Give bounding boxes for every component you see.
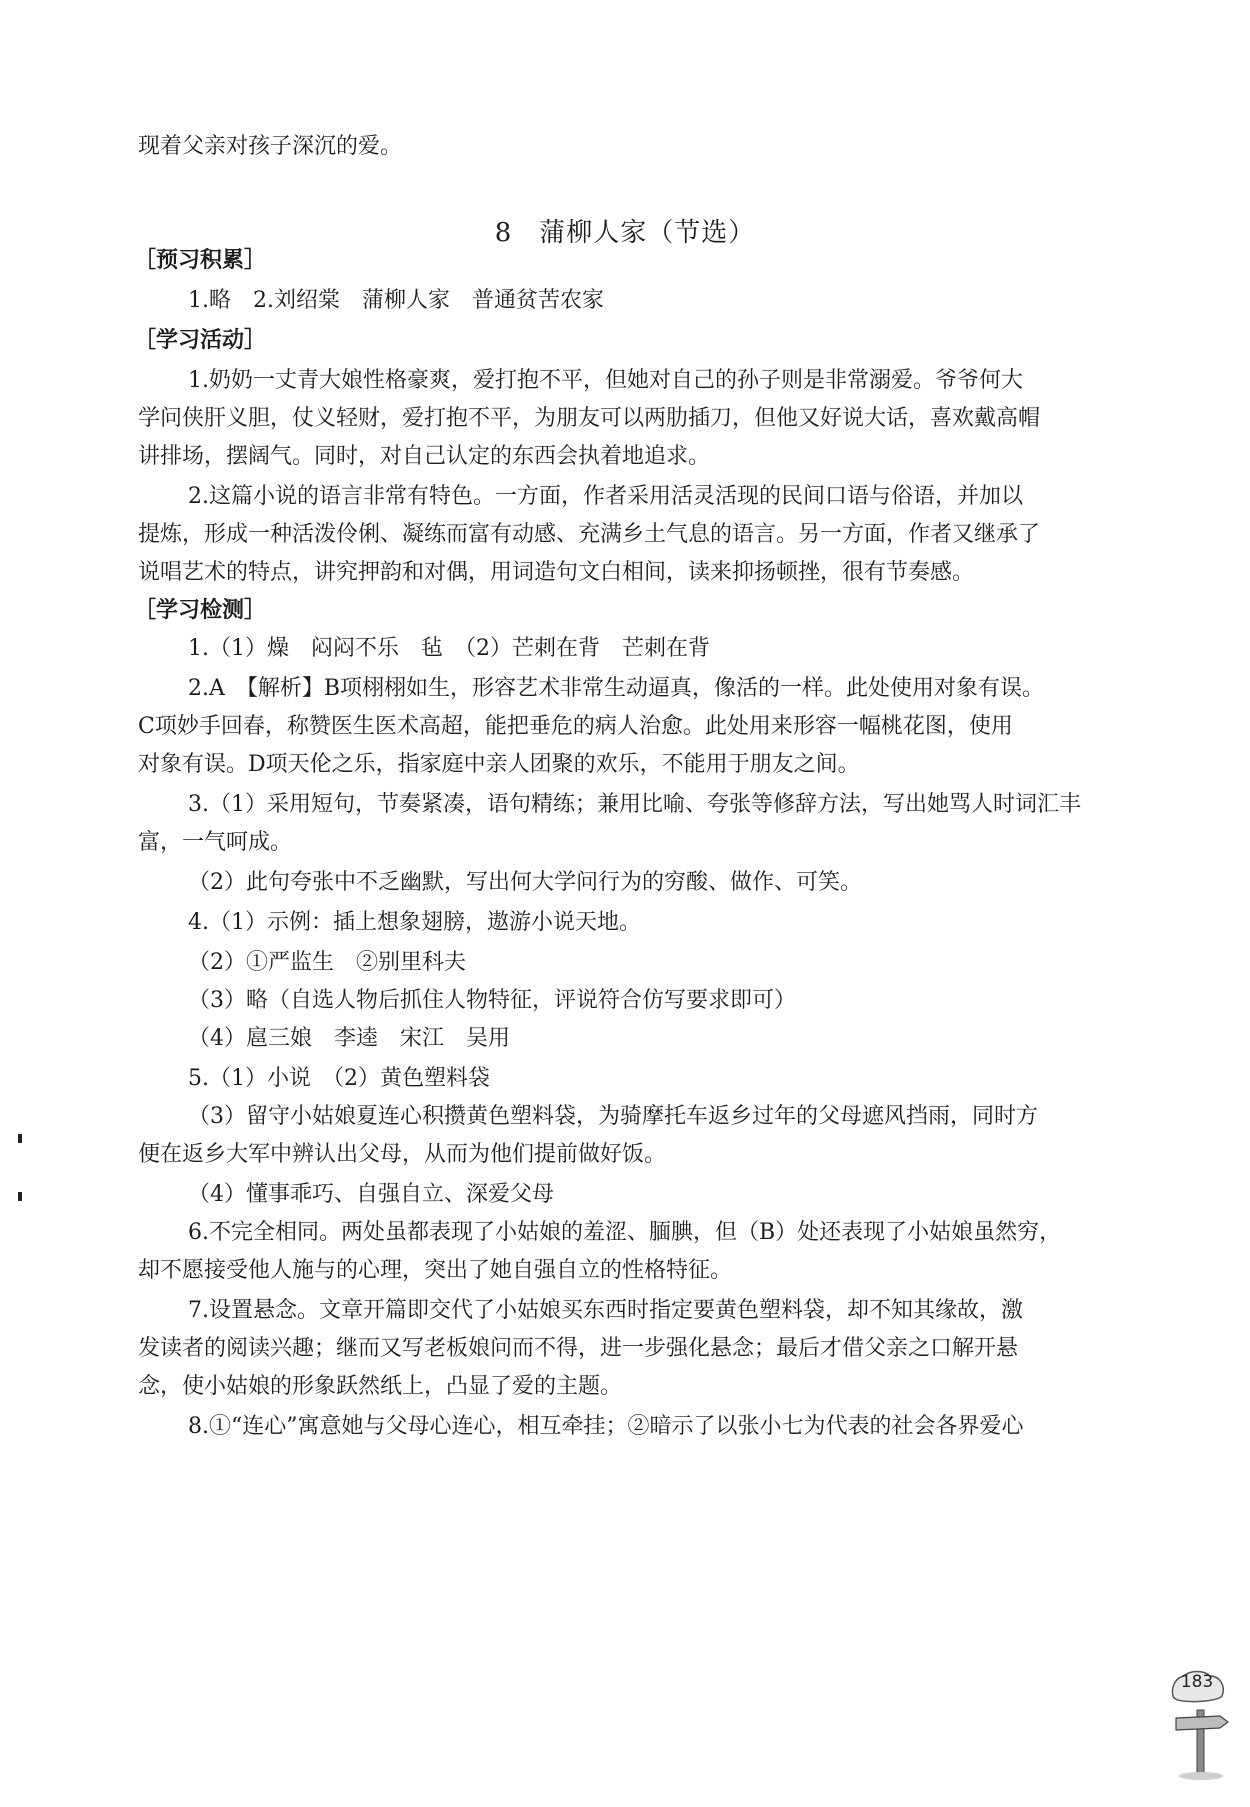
text-line: 4.（1）示例：插上想象翅膀，遨游小说天地。 bbox=[188, 910, 641, 935]
text-line: 6.不完全相同。两处虽都表现了小姑娘的羞涩、腼腆，但（B）处还表现了小姑娘虽然穷， bbox=[188, 1220, 1062, 1245]
text-line: 念，使小姑娘的形象跃然纸上，凸显了爱的主题。 bbox=[138, 1374, 623, 1399]
text-line: 提炼，形成一种活泼伶俐、凝练而富有动感、充满乡土气息的语言。另一方面，作者又继承了 bbox=[138, 522, 1041, 547]
text-line: 对象有误。D项天伦之乐，指家庭中亲人团聚的欢乐，不能用于朋友之间。 bbox=[138, 752, 860, 777]
text-line: 1.略 2.刘绍棠 蒲柳人家 普通贫苦农家 bbox=[188, 288, 604, 313]
text-line: 1.奶奶一丈青大娘性格豪爽，爱打抱不平，但她对自己的孙子则是非常溺爱。爷爷何大 bbox=[188, 368, 1023, 393]
text-line: 7.设置悬念。文章开篇即交代了小姑娘买东西时指定要黄色塑料袋，却不知其缘故，激 bbox=[188, 1298, 1023, 1323]
text-line: 说唱艺术的特点，讲究押韵和对偶，用词造句文白相间，读来抑扬顿挫，很有节奏感。 bbox=[138, 560, 975, 585]
text-line: 发读者的阅读兴趣；继而又写老板娘问而不得，进一步强化悬念；最后才借父亲之口解开悬 bbox=[138, 1336, 1019, 1361]
text-line: 讲排场，摆阔气。同时，对自己认定的东西会执着地追求。 bbox=[138, 444, 711, 469]
text-line: 学问侠肝义胆，仗义轻财，爱打抱不平，为朋友可以两肋插刀，但他又好说大话，喜欢戴高帽 bbox=[138, 406, 1041, 431]
text-line: 8.①“连心”寓意她与父母心连心，相互牵挂；②暗示了以张小七为代表的社会各界爱心 bbox=[188, 1414, 1024, 1439]
margin-dot bbox=[18, 1192, 22, 1201]
text-line: 2.A 【解析】B项栩栩如生，形容艺术非常生动逼真，像活的一样。此处使用对象有误。 bbox=[188, 676, 1045, 701]
text-line: 3.（1）采用短句，节奏紧凑，语句精练；兼用比喻、夸张等修辞方法，写出她骂人时词汇丰 bbox=[188, 792, 1081, 817]
text-line: 现着父亲对孩子深沉的爱。 bbox=[138, 134, 403, 159]
section-heading-preview: ［预习积累］ bbox=[134, 248, 267, 273]
text-line: （2）此句夸张中不乏幽默，写出何大学问行为的穷酸、做作、可笑。 bbox=[188, 870, 862, 895]
chapter-title: 8 蒲柳人家（节选） bbox=[494, 218, 756, 248]
page-number: 183 bbox=[1180, 1672, 1214, 1692]
text-line: （3）留守小姑娘夏连心积攒黄色塑料袋，为骑摩托车返乡过年的父母遮风挡雨，同时方 bbox=[188, 1104, 1038, 1129]
text-line: （4）懂事乖巧、自强自立、深爱父母 bbox=[188, 1182, 554, 1207]
text-line: 5.（1）小说 （2）黄色塑料袋 bbox=[188, 1066, 490, 1091]
text-line: 1.（1）燥 闷闷不乐 毡 （2）芒刺在背 芒刺在背 bbox=[188, 636, 710, 661]
section-heading-activity: ［学习活动］ bbox=[134, 328, 267, 353]
text-line: （2）①严监生 ②别里科夫 bbox=[188, 950, 466, 975]
section-heading-test: ［学习检测］ bbox=[134, 598, 267, 623]
text-line: （3）略（自选人物后抓住人物特征，评说符合仿写要求即可） bbox=[188, 988, 796, 1013]
text-line: 却不愿接受他人施与的心理，突出了她自强自立的性格特征。 bbox=[138, 1258, 733, 1283]
text-line: （4）扈三娘 李逵 宋江 吴用 bbox=[188, 1026, 510, 1051]
margin-dot bbox=[18, 1134, 22, 1143]
text-line: 便在返乡大军中辨认出父母，从而为他们提前做好饭。 bbox=[138, 1142, 667, 1167]
text-line: 富，一气呵成。 bbox=[138, 830, 293, 855]
signpost-icon bbox=[1168, 1700, 1234, 1780]
text-line: 2.这篇小说的语言非常有特色。一方面，作者采用活灵活现的民间口语与俗语，并加以 bbox=[188, 484, 1023, 509]
text-line: C项妙手回春，称赞医生医术高超，能把垂危的病人治愈。此处用来形容一幅桃花图，使用 bbox=[138, 714, 1013, 739]
